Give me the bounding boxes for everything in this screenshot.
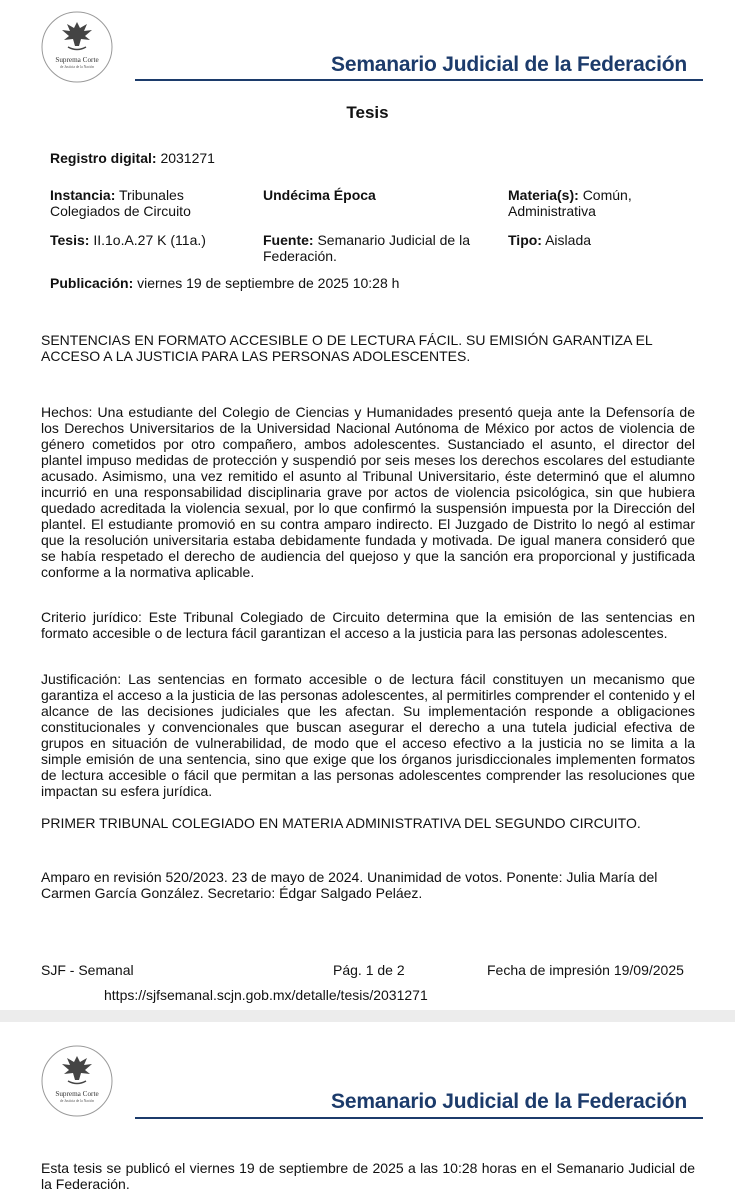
svg-text:de Justicia de la Nación: de Justicia de la Nación <box>59 1099 95 1103</box>
registro-digital <box>50 150 215 166</box>
precedente: Amparo en revisión 520/2023. 23 de mayo de 2024. Unanimidad de votos. Ponente: Julia María del Carmen García González. Secretario: Édgar Salgado Peláez. <box>41 869 658 901</box>
publicacion-value: viernes 19 de septiembre de 2025 10:28 h <box>137 275 400 291</box>
publication-title: Semanario Judicial de la Federación <box>331 1090 687 1113</box>
publicacion-label: Publicación: <box>50 275 134 291</box>
document-title: Tesis <box>346 103 389 122</box>
fuente-value: Semanario Judicial de la Federación. <box>263 232 470 264</box>
scjn-logo <box>40 1044 114 1118</box>
document-page-2 <box>0 1022 735 1200</box>
tesis-value: II.1o.A.27 K (11a.) <box>93 232 206 248</box>
svg-text:Suprema Corte: Suprema Corte <box>55 56 99 64</box>
footer-url: https://sjfsemanal.scjn.gob.mx/detalle/tesis/2031271 <box>104 987 428 1003</box>
registro-value: 2031271 <box>160 150 215 166</box>
publication-title: Semanario Judicial de la Federación <box>331 53 687 76</box>
publicacion <box>50 275 399 291</box>
justificacion-paragraph: Justificación: Las sentencias en formato accesible o de lectura fácil constituyen un mecanismo que garantiza el acceso a la justicia de las personas adolescentes, al permitirles comprender el contenido y el alcance de las decisiones judiciales que les afectan. Su implementación responde a obligaciones constitucionales y convencionales que buscan asegurar el derecho a una tutela judicial efectiva de grupos en situación de vulnerabilidad, de modo que el acceso efectivo a la justicia no se limita a la simple emisión de una sentencia, sino que exige que los órganos jurisdiccionales implementen formatos de lectura accesible o fácil que permitan a las personas adolescentes comprender las resoluciones que impactan su esfera jurídica. <box>41 671 695 799</box>
epoca-value: Undécima Época <box>263 187 376 203</box>
tipo-value: Aislada <box>545 232 592 248</box>
instancia-label: Instancia: <box>50 187 116 203</box>
scjn-logo <box>40 10 114 84</box>
materia-label: Materia(s): <box>508 187 579 203</box>
criterio-paragraph: Criterio jurídico: Este Tribunal Colegiado de Circuito determina que la emisión de las sentencias en formato accesible o de lectura fácil garantizan el acceso a la justicia para las personas adolescentes. <box>41 609 695 641</box>
svg-text:de Justicia de la Nación: de Justicia de la Nación <box>59 65 95 69</box>
footer-publication: SJF - Semanal <box>41 962 134 978</box>
materia <box>508 187 693 219</box>
fuente-label: Fuente: <box>263 232 314 248</box>
tipo <box>508 232 591 248</box>
tesis-rubro: SENTENCIAS EN FORMATO ACCESIBLE O DE LECTURA FÁCIL. SU EMISIÓN GARANTIZA EL ACCESO A LA JUSTICIA PARA LAS PERSONAS ADOLESCENTES. <box>41 332 653 364</box>
header-divider <box>135 79 703 81</box>
footer-page-number: Pág. 1 de 2 <box>333 962 405 978</box>
epoca <box>263 187 376 203</box>
materia-value: Común, Administrativa <box>508 187 632 219</box>
publication-note: Esta tesis se publicó el viernes 19 de septiembre de 2025 a las 10:28 horas en el Semanario Judicial de la Federación. <box>41 1160 695 1192</box>
fuente <box>263 232 488 264</box>
instancia <box>50 187 240 219</box>
header-divider <box>135 1117 703 1119</box>
tribunal-name: PRIMER TRIBUNAL COLEGIADO EN MATERIA ADMINISTRATIVA DEL SEGUNDO CIRCUITO. <box>41 815 641 831</box>
svg-text:Suprema Corte: Suprema Corte <box>55 1090 99 1098</box>
instancia-value: Tribunales Colegiados de Circuito <box>50 187 191 219</box>
tipo-label: Tipo: <box>508 232 542 248</box>
hechos-paragraph: Hechos: Una estudiante del Colegio de Ciencias y Humanidades presentó queja ante la Defensoría de los Derechos Universitarios de la Universidad Nacional Autónoma de México por actos de violencia de género cometidos por otro compañero, ambos adolescentes. Sustanciado el asunto, el director del plantel impuso medidas de protección y suspendió por seis meses los derechos escolares del estudiante acusado. Asimismo, una vez remitido el asunto al Tribunal Universitario, éste determinó que el alumno incurrió en una responsabilidad disciplinaria grave por actos de violencia psicológica, sin que hubiera quedado acreditada la violencia sexual, por lo que confirmó la suspensión impuesta por la Dirección del plantel. El estudiante promovió en su contra amparo indirecto. El Juzgado de Distrito lo negó al estimar que la resolución universitaria estaba debidamente fundada y motivada. De igual manera consideró que se había respetado el derecho de audiencia del quejoso y que la sanción era proporcional y justificada conforme a la normativa aplicable. <box>41 404 695 580</box>
footer-print-date: Fecha de impresión 19/09/2025 <box>487 962 684 978</box>
tesis-number <box>50 232 206 248</box>
tesis-label: Tesis: <box>50 232 90 248</box>
registro-label: Registro digital: <box>50 150 157 166</box>
